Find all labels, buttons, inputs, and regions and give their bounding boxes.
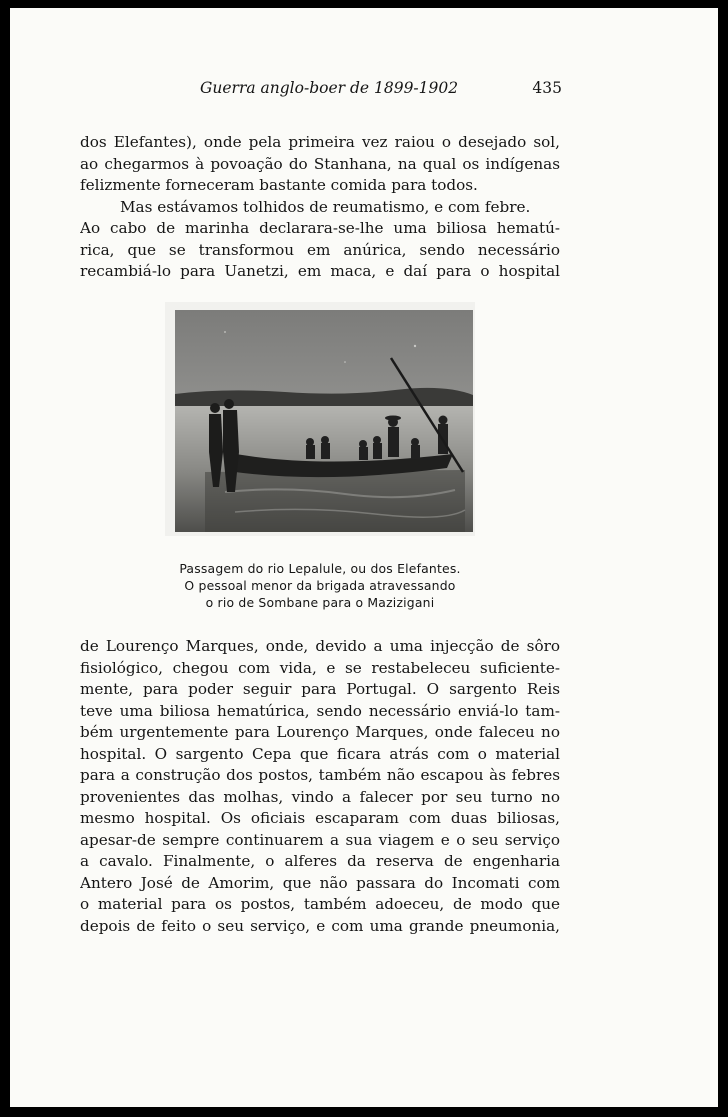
figure-caption xyxy=(100,560,540,611)
text-line: Ao cabo de marinha declarara-se-lhe uma biliosa hematú- xyxy=(80,219,560,237)
text-line: mesmo hospital. Os oficiais escaparam com duas biliosas, xyxy=(80,809,560,827)
text-block-top xyxy=(80,132,560,283)
text-line: o material para os postos, também adoeceu, de modo que xyxy=(80,895,560,913)
text-line: apesar-de sempre continuarem a sua viagem e o seu serviço xyxy=(80,830,560,849)
text-line: recambiá-lo para Uanetzi, em maca, e daí para o hospital xyxy=(80,262,560,280)
text-line: bém urgentemente para Lourenço Marques, onde faleceu no xyxy=(80,723,560,741)
text-line: Antero José de Amorim, que não passara do Incomati com xyxy=(80,873,560,892)
text-line: rica, que se transformou em anúrica, sendo necessário xyxy=(80,240,560,259)
book-page xyxy=(10,8,718,1107)
text-line: felizmente forneceram bastante comida para todos. xyxy=(80,176,478,194)
text-line: provenientes das molhas, vindo a falecer por seu turno no xyxy=(80,787,560,806)
text-line: de Lourenço Marques, onde, devido a uma injecção de sôro xyxy=(80,637,560,655)
running-head-title: Guerra anglo-boer de 1899-1902 xyxy=(200,79,459,97)
text-line: fisiológico, chegou com vida, e se restabeleceu suficiente- xyxy=(80,658,560,677)
text-line: para a construção dos postos, também não escapou às febres xyxy=(80,766,560,784)
text-line: a cavalo. Finalmente, o alferes da reserva de engenharia xyxy=(80,852,560,870)
river-crossing-photograph xyxy=(165,302,475,536)
text-line: ao chegarmos à povoação do Stanhana, na qual os indígenas xyxy=(80,154,560,173)
photo-illustration xyxy=(165,302,475,536)
caption-line: o rio de Sombane para o Mazizigani xyxy=(205,595,435,610)
paragraph-continuation xyxy=(80,636,560,937)
text-line: dos Elefantes), onde pela primeira vez raiou o desejado sol, xyxy=(80,133,560,151)
text-line: Mas estávamos tolhidos de reumatismo, e com febre. xyxy=(120,197,531,216)
text-block-bottom xyxy=(80,636,560,937)
paragraph-continuation xyxy=(80,132,560,197)
caption-line: O pessoal menor da brigada atravessando xyxy=(184,578,456,593)
text-line: hospital. O sargento Cepa que ficara atrás com o material xyxy=(80,744,560,763)
text-line: teve uma biliosa hematúrica, sendo necessário enviá-lo tam- xyxy=(80,701,560,720)
text-line: mente, para poder seguir para Portugal. O sargento Reis xyxy=(80,680,560,698)
text-line: depois de feito o seu serviço, e com uma grande pneumonia, xyxy=(80,916,560,935)
paragraph xyxy=(80,197,560,283)
caption-line: Passagem do rio Lepalule, ou dos Elefantes. xyxy=(179,561,461,576)
page-number: 435 xyxy=(532,79,562,97)
